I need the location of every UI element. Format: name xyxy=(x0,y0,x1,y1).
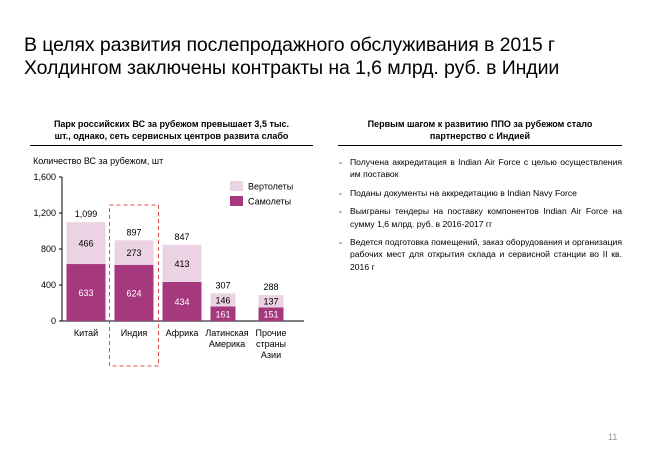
bullet-text: Поданы документы на аккредитацию в Indian Navy Force xyxy=(350,187,577,198)
total-label: 847 xyxy=(174,231,190,242)
bullet-text: Ведется подготовка помещений, заказ оборудования и организация рабочих мест для открытия склада и сервисной станции во II кв. 2016 г xyxy=(350,237,622,272)
bullet-item xyxy=(338,187,622,199)
bullet-dash-icon: - xyxy=(339,206,342,217)
total-label: 307 xyxy=(215,280,231,291)
bullet-text: Получена аккредитация в Indian Air Force с целью осуществления им поставок xyxy=(350,157,622,180)
legend-swatch xyxy=(230,181,243,191)
data-label: 633 xyxy=(78,288,94,299)
left-panel-heading-line1: Парк российских ВС за рубежом превышает 3,5 тыс. xyxy=(53,119,290,129)
legend-swatch xyxy=(230,196,243,206)
x-tick-label: Индия xyxy=(120,328,148,338)
bullet-item xyxy=(338,236,622,273)
data-label: 413 xyxy=(174,258,190,269)
y-tick-label: 1,200 xyxy=(33,208,56,218)
x-tick-label: Латинская xyxy=(205,328,249,338)
x-tick-label: Америка xyxy=(208,339,246,349)
bullet-text: Выиграны тендеры на поставку компонентов Indian Air Force на сумму 1,6 млрд. руб. в 2016-2017 гг xyxy=(350,206,622,229)
y-tick-label: 0 xyxy=(50,316,56,326)
chart-title: Количество ВС за рубежом, шт xyxy=(33,156,164,166)
y-tick-label: 1,600 xyxy=(33,172,56,182)
legend-label: Самолеты xyxy=(248,196,292,207)
legend-label: Вертолеты xyxy=(248,181,294,192)
left-panel-heading-line2: шт., однако, сеть сервисных центров развита слабо xyxy=(54,131,289,141)
y-tick-label: 400 xyxy=(40,280,56,290)
page-title-line1: В целях развития послепродажного обслуживания в 2015 г xyxy=(24,34,555,56)
data-label: 434 xyxy=(174,296,190,307)
x-tick-label: страны xyxy=(255,339,287,349)
data-label: 146 xyxy=(215,295,231,306)
x-tick-label: Африка xyxy=(165,328,199,338)
right-panel-heading-line1: Первым шагом к развитию ППО за рубежом стало xyxy=(367,119,593,129)
data-label: 161 xyxy=(215,309,231,320)
right-panel-bullet-list xyxy=(338,156,622,279)
bullet-item xyxy=(338,205,622,230)
data-label: 273 xyxy=(126,248,142,259)
right-panel-heading-line2: партнерство с Индией xyxy=(429,131,531,141)
bullet-dash-icon: - xyxy=(339,187,342,198)
data-label: 151 xyxy=(263,309,279,320)
page-title-line2: Холдингом заключены контракты на 1,6 млрд. руб. в Индии xyxy=(24,57,560,79)
x-tick-label: Китай xyxy=(73,328,99,338)
data-label: 137 xyxy=(263,296,279,307)
bullet-item xyxy=(338,156,622,181)
y-tick-label: 800 xyxy=(40,244,56,254)
total-label: 1,099 xyxy=(74,209,98,220)
x-tick-label: Азии xyxy=(260,350,282,360)
bullet-dash-icon: - xyxy=(339,157,342,167)
data-label: 624 xyxy=(126,288,142,299)
bullet-dash-icon: - xyxy=(339,237,342,248)
x-tick-label: Прочие xyxy=(255,328,287,338)
total-label: 897 xyxy=(126,227,142,238)
page-number: 11 xyxy=(608,432,618,442)
total-label: 288 xyxy=(263,282,279,293)
data-label: 466 xyxy=(78,238,94,249)
